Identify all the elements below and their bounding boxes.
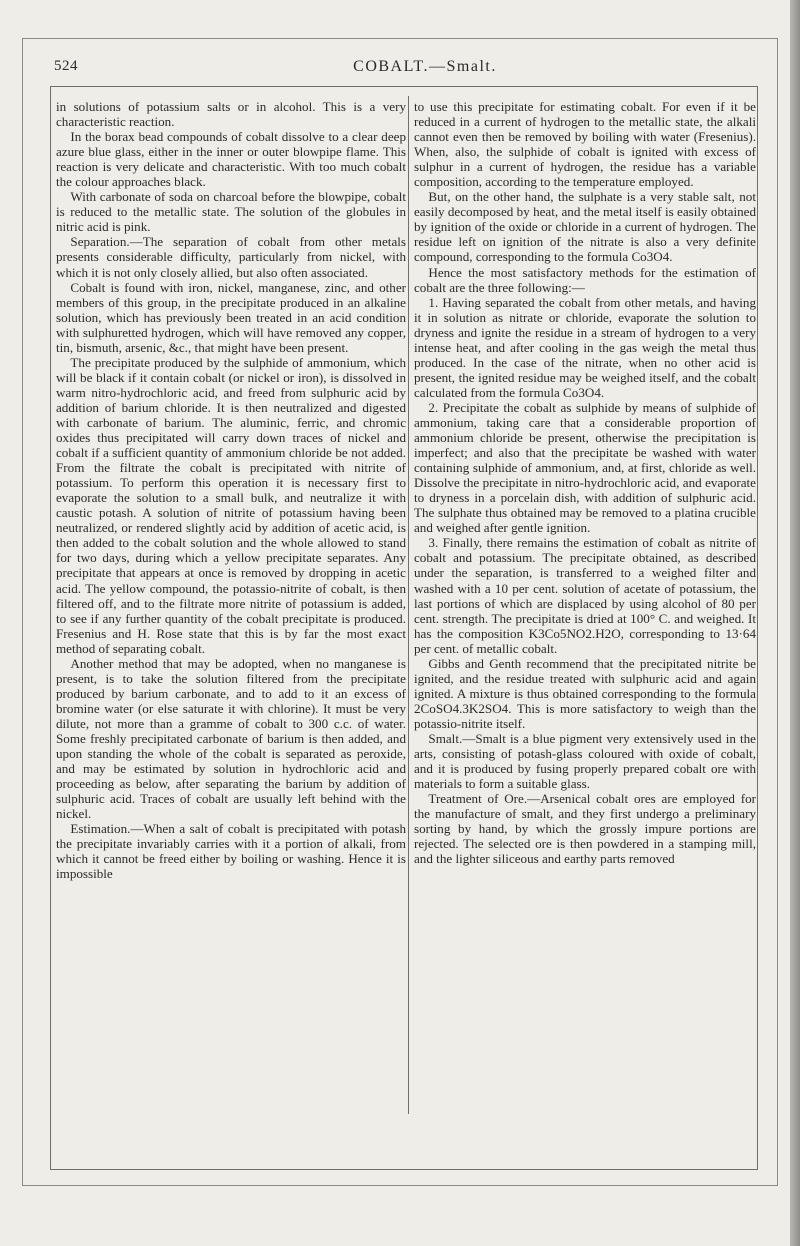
page-number: 524 — [54, 58, 78, 74]
running-title: COBALT.—Smalt. — [353, 58, 497, 75]
left-column — [56, 99, 406, 881]
paragraph-treatment: Treatment of Ore.—Arsenical cobalt ores are employed for the manufacture of smalt, and they first undergo a preliminary sorting by hand, by which the grossly impure portions are rejected. The selected ore is then powdered in a stamping mill, and the lighter siliceous and earthy parts removed — [414, 791, 756, 867]
top-rule — [50, 86, 758, 87]
paragraph: But, on the other hand, the sulphate is a very stable salt, not easily decomposed by heat, and the metal itself is easily obtained by ignition of the oxide or chloride in a current of hydrogen. The residue left on ignition of the nitrate is also a very definite compound, corresponding to the formula Co3O4. — [414, 189, 756, 265]
paragraph-separation: Separation.—The separation of cobalt from other metals presents considerable difficulty, particularly from nickel, with which it is not only closely allied, but also often associated. — [56, 234, 406, 280]
list-item: 1. Having separated the cobalt from other metals, and having it in solution as nitrate or chloride, evaporate the solution to dryness and ignite the residue in a stream of hydrogen to a very intense heat, and after cooling in the gas weigh the metal thus produced. In the case of the nitrate, when no other acid is present, the ignited residue may be weighed itself, and the cobalt calculated from the formula Co3O4. — [414, 294, 756, 400]
paragraph: The precipitate produced by the sulphide of ammonium, which will be black if it contain cobalt (or nickel or iron), is dissolved in warm nitro-hydrochloric acid, and freed from sulphuric acid by addition of barium chloride. It is then neutralized and digested with carbonate of barium. The aluminic, ferric, and chromic oxides thus precipitated will carry down traces of nickel and cobalt if a sufficient quantity of ammonium chloride be not added. From the filtrate the cobalt is precipitated with nitrite of potassium. To perform this operation it is necessary first to evaporate the solution to a small bulk, and neutralize it with caustic potash. A solution of nitrite of potassium having been neutralized, or rendered slightly acid by addition of acetic acid, is then added to the cobalt solution and the whole allowed to stand for two days, during which a yellow precipitate separates. Any precipitate that appears at once is removed by dropping in acetic acid. The yellow compound, the potassio-nitrite of cobalt, is then filtered off, and to the filtrate more nitrite of potassium is added, to see if any further quantity of the cobalt precipitate is produced. Fresenius and H. Rose state that this is by far the most exact method of separating cobalt. — [56, 354, 406, 656]
paragraph: in solutions of potassium salts or in alcohol. This is a very characteristic reaction. — [56, 99, 406, 130]
paragraph: Hence the most satisfactory methods for the estimation of cobalt are the three following:— — [414, 264, 756, 295]
paragraph: In the borax bead compounds of cobalt dissolve to a clear deep azure blue glass, either in the inner or outer blowpipe flame. This reaction is very delicate and characteristic. With too much cobalt the colour approaches black. — [56, 129, 406, 190]
right-column — [414, 99, 756, 866]
paragraph-estimation: Estimation.—When a salt of cobalt is precipitated with potash the precipitate invariably carries with it a portion of alkali, from which it cannot be freed either by boiling or washing. Hence it is impossible — [56, 821, 406, 882]
paragraph: Gibbs and Genth recommend that the precipitated nitrite be ignited, and the residue treated with sulphuric acid and again ignited. A mixture is thus obtained corresponding to the formula 2CoSO4.3K2SO4. This is more satisfactory to weigh than the potassio-nitrite itself. — [414, 655, 756, 731]
column-divider — [408, 96, 409, 1114]
page-edge — [790, 0, 800, 1246]
paragraph: Another method that may be adopted, when no manganese is present, is to take the solution filtered from the precipitate produced by barium carbonate, and to add to it an excess of bromine water (or else saturate it with chlorine). It must be very dilute, not more than a gramme of cobalt to 300 c.c. of water. Some freshly precipitated carbonate of barium is then added, and upon standing the whole of the cobalt is separated as peroxide, and may be estimated by solution in hydrochloric acid and proceeding as below, after separating the barium by addition of sulphuric acid. Traces of cobalt are usually left behind with the nickel. — [56, 655, 406, 822]
page-header — [0, 58, 790, 82]
list-item: 2. Precipitate the cobalt as sulphide by means of sulphide of ammonium, taking care that a considerable proportion of ammonium chloride be present, otherwise the precipitation is imperfect; and also that the precipitate be washed with water containing sulphide of ammonium, and, at first, chloride as well. Dissolve the precipitate in nitro-hydrochloric acid, and evaporate to dryness in a porcelain dish, with addition of sulphuric acid. The sulphate thus obtained may be removed to a platina crucible and weighed after gentle ignition. — [414, 399, 756, 536]
right-rule — [757, 86, 758, 1170]
left-rule — [50, 86, 51, 1170]
paragraph-smalt: Smalt.—Smalt is a blue pigment very extensively used in the arts, consisting of potash-glass coloured with oxide of cobalt, and it is produced by fusing properly prepared cobalt ore with materials to form a suitable glass. — [414, 730, 756, 792]
paragraph: Cobalt is found with iron, nickel, manganese, zinc, and other members of this group, in the precipitate produced in an alkaline solution, which has previously been treated in an acid condition with sulphuretted hydrogen, which will have removed any copper, tin, bismuth, arsenic, &c., that might have been present. — [56, 279, 406, 355]
bottom-rule — [50, 1169, 758, 1170]
paragraph: With carbonate of soda on charcoal before the blowpipe, cobalt is reduced to the metallic state. The solution of the globules in nitric acid is pink. — [56, 189, 406, 235]
paragraph: to use this precipitate for estimating cobalt. For even if it be reduced in a current of hydrogen to the metallic state, the alkali cannot even then be removed by boiling with water (Fresenius). When, also, the sulphide of cobalt is ignited with excess of sulphur in a current of hydrogen, the residue has a variable composition, according to the temperature employed. — [414, 99, 756, 190]
list-item: 3. Finally, there remains the estimation of cobalt as nitrite of cobalt and potassium. The precipitate obtained, as described under the separation, is transferred to a weighed filter and washed with a 10 per cent. solution of acetate of potassium, the last portions of which are displaced by using alcohol of 80 per cent. strength. The precipitate is dried at 100° C. and weighed. It has the composition K3Co5NO2.H2O, corresponding to 13·64 per cent. of metallic cobalt. — [414, 535, 756, 656]
